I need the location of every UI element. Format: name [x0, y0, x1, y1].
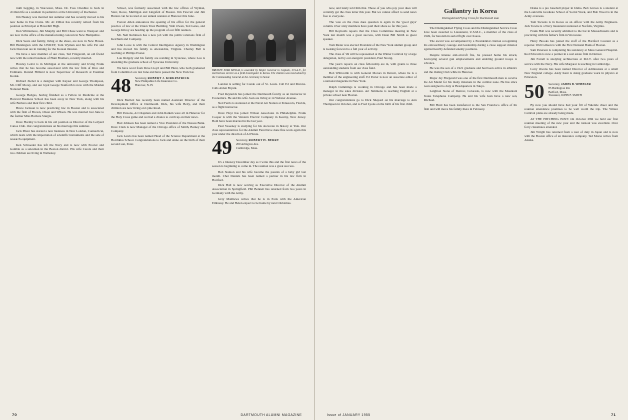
paragraph: Bruce Jackson is now practicing law in Boston and is associated with the firm of Brown, Olson and Wilson. He was married last June to the former Miss Barbara Sturgis. — [10, 106, 104, 119]
paragraph: We have word from Dave Lloyd and Bill Hunt, who both graduated from Columbia Law last June and have passed the New York bar. — [111, 65, 205, 74]
right-column-1 — [323, 6, 417, 404]
paragraph: Bill Parsons, Al Chapman and John Rankin were all in Hanover for the Holy Cross game and we had a chance to catch up on their news. — [111, 111, 205, 120]
paragraph: Ralph Cummings is working in Chicago and has been made a manager in the sales division. Art Simmons is teaching English at a private school near Boston. — [323, 84, 417, 97]
paragraph: Dave Hoyt has joined Wilson Associates in Philadelphia. Frank Cooper is with the Western Electric Company in Kearny, New Jersey. Both have been married in the last year. — [212, 110, 306, 123]
paragraph: Jim Wright has returned from a tour of duty in Japan and is now with the Boston office of an insurance company. Ted Morse writes from Alaska. — [524, 130, 619, 143]
paragraph: Bob Whitcomb is with General Motors in Detroit, where he is a member of the engineering staff. Ed Porter is now an associate editor of a national magazine in New York. — [323, 71, 417, 84]
paragraph: Bud Johnson has been named a Vice President of the Nassau Bank. Dave Clark is now Manager of the Chicago office of Smith, Barney and Company. — [111, 120, 205, 133]
paragraph: Drake is a pro baseball player in Idaho. Bob Graves is a student at the Louisville Graduate School of Social Work, and Bob Wood is in the Army overseas. — [524, 6, 619, 19]
paragraph: Our congratulations go to Dick Shepard on his marriage to Ann Thompson in October, and to Fred Lyons on the birth of his first child. — [323, 98, 417, 107]
award-photo — [212, 9, 306, 67]
left-column-3 — [212, 6, 306, 404]
left-footer — [0, 412, 314, 417]
class-50-header: 50 Secretary, JAMES B. WHEELER 85 Burlington Rd. Bedford, Mass. Treasurer, JOHN F. SMITH — [524, 81, 591, 104]
paragraph: truth begging, in Worcester, Mass. Dr. Foss Cheshire is back in civilian life as a resident in pediatrics at the University of Rochester. — [10, 6, 104, 15]
paragraph: Frank Hall was recently admitted to the bar in Massachusetts and is practicing with his father's firm in Worcester. — [524, 29, 619, 38]
secretary-name: ROBERT H. BERRY — [248, 138, 280, 143]
paragraph: Forrest Allen announces the opening of his office for the general practice of law at the Union Trust Building. Walt Owen, Ted Gates, and George Kilroy are heading up the program of our fifth reunion. — [111, 19, 205, 32]
left-column-2 — [111, 6, 205, 404]
right-footer — [315, 412, 628, 417]
paragraph: The Distinguished Flying Cross and the Distinguished Service Cross have been awarded to Lieutenant, U.S.M.C., a member of the class of 1949, for heroism in aerial flight over Korea. — [423, 25, 518, 38]
paragraph: By now you should have had your fill of Yuletide cheer and the reunion attendance promises to be well worth the trip. The Winter Carnival plans are already being made. — [524, 103, 619, 116]
article-subtitle: Distinguished Flying Cross for Dartmouth man — [442, 16, 499, 20]
secretary-name: ROBERT J. KIRKPATRICK — [147, 75, 190, 80]
paragraph: Ken Schroeder has left the Navy and is now with Procter and Gamble as a salesman in the Boston district. His wife Carole and their two children are living in Wellesley. — [10, 142, 104, 155]
paragraph: Mr. Neil Robinson has a new job with the public relations firm of Ketchum and Company. — [111, 33, 205, 42]
paragraph: Tom Meier was elected President of the New York alumni group and is looking forward to a full year of activity. — [323, 42, 417, 51]
photo-caption: BRONZE STAR MEDAL is awarded by Major General to Captain, U.S.A.F., for meritorious service as a field investigator in Korea. The citation was read aloud by the Commanding General at the ceremony in Seoul. — [212, 69, 306, 79]
paragraph: The award was accompanied by a Presidential citation recognizing his extraordinary courage and leadership during a close support mission against heavily defended enemy positions. — [423, 39, 518, 52]
class-number: 49 — [212, 137, 232, 160]
paragraph: He was the son of a 1921 graduate and had been active in athletics and the Outing Club while in Hanover. — [423, 66, 518, 75]
paragraph: Fred Reynolds has joined the Dartmouth faculty as an instructor in Economics. He and his wife Joan are living at 14 Webster Avenue. — [212, 91, 306, 100]
paragraph: The class of '49 will be represented at the Winter Carnival by a large delegation, led by our energetic president, Paul Strong. — [323, 52, 417, 61]
paragraph: Jerry Matthews writes that he is in Paris with the American Embassy. He and Helen expect to be home by next Christmas. — [212, 196, 306, 205]
class-49-header: 49 Secretary, ROBERT H. BERRY 200 Arlington Ave. Cambridge, Mass. — [212, 137, 280, 160]
magazine-title: DARTMOUTH ALUMNI MAGAZINE — [240, 412, 302, 417]
paragraph: Dick Hall is now serving as Executive Director of the Alumni Association in Springfield. Phil Bennett has returned from two years in Germany with the Army. — [212, 183, 306, 196]
paragraph: John Lowe is with the Central Intelligence Agency in Washington and has moved his family to Alexandria, Virginia. Charley Bell is teaching at Phillips Exeter. — [111, 42, 205, 55]
paragraph: Larry Owens has been named Director of Admissions at a small New England college. Andy Kent is doing graduate work in physics at Princeton. — [524, 66, 619, 80]
page-number: 70 — [12, 412, 18, 417]
paragraph: Don Whittemore, Jim Murphy and Bill Chase went to Westport and are now in the office of the manufacturing concern in New Hampshire. — [10, 29, 104, 38]
paragraph: Harry Brooks has joined the staff of the Hartford Courant as a reporter. Walt Gibson is with the First National Bank of Boston. — [524, 38, 619, 47]
class-number: 50 — [524, 81, 545, 104]
paragraph: George Hedges, having finished as a Fellow in Medicine at the Harvard Business School has been away in New York, along with his wife Barbara and their first child. — [10, 92, 104, 105]
paragraph: The vote on the class dues question is again in the 'good guys' column. Over sixty members have paid their share so far this year. — [323, 19, 417, 28]
issue-date: Issue of JANUARY 1955 — [327, 412, 371, 417]
paragraph: Dick Bartlett has recently been named Assistant Director of the Development Office at Dartmouth. Dick, his wife Betty, and their children are now living on Lyme Road. — [111, 97, 205, 110]
class-number: 48 — [111, 74, 131, 97]
paragraph: Hawley Lenvi is in Michigan at the university and Irving Frank writes that he has become associated with the law firm of Rice and Erdmann. Roland Hilliard is now Supervisor of Research at Eastman Kodak. — [10, 61, 104, 78]
article-title: Gallantry in Korea — [444, 8, 497, 15]
paragraph: London is selling for Condo out of St. Louis. Call Ed and Marcus. Calls Alden Bryant. — [212, 82, 306, 91]
right-page — [314, 0, 628, 420]
paragraph: School, was formerly associated with the law offices of Wyman, Starr, Rowe, Mullligan and Lingafelt of Boston. Jim Fawcett and Jim Burton can be located at our annual reunion at Hanover this June. — [111, 6, 205, 19]
paragraph: Jim Heaney was married last summer and has recently moved to his new home in Eau Claire. Mr. Al Zilliax has recently retired from his position as Principal at Haverhill High. — [10, 15, 104, 28]
paragraph: Leighton Stone of Denver, Colorado, is now with the Mountain States Telephone Company. He and his wife Jean have a new son, Michael. — [423, 89, 518, 102]
paragraph: Dick Sears and family, living at the shore, are now in New Haven. Bill Huntington with the UNICEF, Tom Wyman and his wife Pat and Jack Donovan are in training for the Korean mission. — [10, 38, 104, 51]
right-column-2 — [424, 6, 518, 404]
paragraph: Tom Stevens is in Korea as an officer with the Army Engineers. Jack Towne is a Navy lieutenant stationed at Norfolk, Virginia. — [524, 19, 619, 28]
paragraph: It's a blustery December day as I write this and the first news of the season is beginning to come in. The reunion was a great success. — [212, 160, 306, 169]
paragraph: Major Jay Fitzgerald was one of the first Dartmouth men to receive the Air Medal for his many missions in the combat zone. He has since been assigned to duty at Headquarters in Tokyo. — [423, 75, 518, 89]
paragraph: Lou Ridgely and his family are residing in Syracuse, where Lou is attending the graduate school of Syracuse University. — [111, 56, 205, 65]
right-column-3 — [524, 6, 618, 404]
paragraph: Jack Pilzer has started a new business in New London, Connecticut, which deals with the importation of scientific instruments and the sale of research equipment. — [10, 129, 104, 142]
left-column-1 — [10, 6, 104, 404]
paragraph: We have a new member of our class, Ted Fitzgerald, an old friend now with the rental business of Hunt Brothers, recently married. — [10, 52, 104, 61]
paragraph: Ned Ferris is stationed at the Naval Air Station at Pensacola, Florida, as a flight instructor. — [212, 101, 306, 110]
paragraph: Bill Reynolds reports that the Class Committee meeting in New York last month was a great success, with Dean Bill Smith as guest speaker. — [323, 29, 417, 42]
paragraph: Sam Peterson is completing his residency at Mass General Hospital. Rod Edwards is now a partner in a real estate firm in Denver. — [524, 47, 619, 57]
paragraph: Jack Lewis has been named Head of the Science Department at the Hotchkiss School. Congratulations to Jack and Anne on the birth of their second son, Peter. — [111, 134, 205, 147]
paragraph: Despite intense anti-aircraft fire, he pressed home his attack, destroying several gun emplacements and enabling ground troops to advance. — [423, 52, 518, 65]
paragraph: Jim Farrell is studying architecture at M.I.T. after two years of service with the Navy. His wife Margaret is teaching in Cambridge. — [524, 57, 619, 66]
class-48-header: 48 Secretary, ROBERT J. KIRKPATRICK New Hampshire Life Insurance Co. Hanover, N. H. — [111, 74, 190, 97]
paragraph: Bill Hurd has been transferred to the San Francisco office of his firm and will move his family there in February. — [423, 102, 518, 112]
paragraph: The year's reports on class fellowship are in, with grants to three outstanding students from our class fund. — [323, 61, 417, 70]
paragraph: Bob Stanton and his wife became the parents of a baby girl last month. Chet Daniels has been named a partner in his law firm in Hartford. — [212, 169, 306, 182]
paragraph: now, and lately told him that. Those of you who pay your dues will certainly get the class letter this year. But we cannot afford to send news free to everyone. — [323, 6, 417, 19]
paragraph: Dave Hornby is back in his old position as Director of the Ledyard Canoe Club. Our congratulations on his marriage this summer. — [10, 119, 104, 128]
page-number: 71 — [610, 412, 616, 417]
paragraph: Richard Ziebel is a designer with Kayser and George Thompson, Mr. Cliff Morey, and our loyal George Stanforth is now with the Maiden National Bank. — [10, 79, 104, 92]
paragraph: Paul Sweeney is studying for his doctorate in history at Yale. Our class representatives for the Alumni Fund have done fine work again this year under the direction of Al Hoxie. — [212, 124, 306, 137]
paragraph: AT THE HITCHING POST: On October 28th we held our first reunion meeting of the new year and the turnout was excellent. Over forty classmates attended. — [524, 116, 619, 129]
secretary-name: JAMES B. WHEELER — [560, 82, 591, 87]
